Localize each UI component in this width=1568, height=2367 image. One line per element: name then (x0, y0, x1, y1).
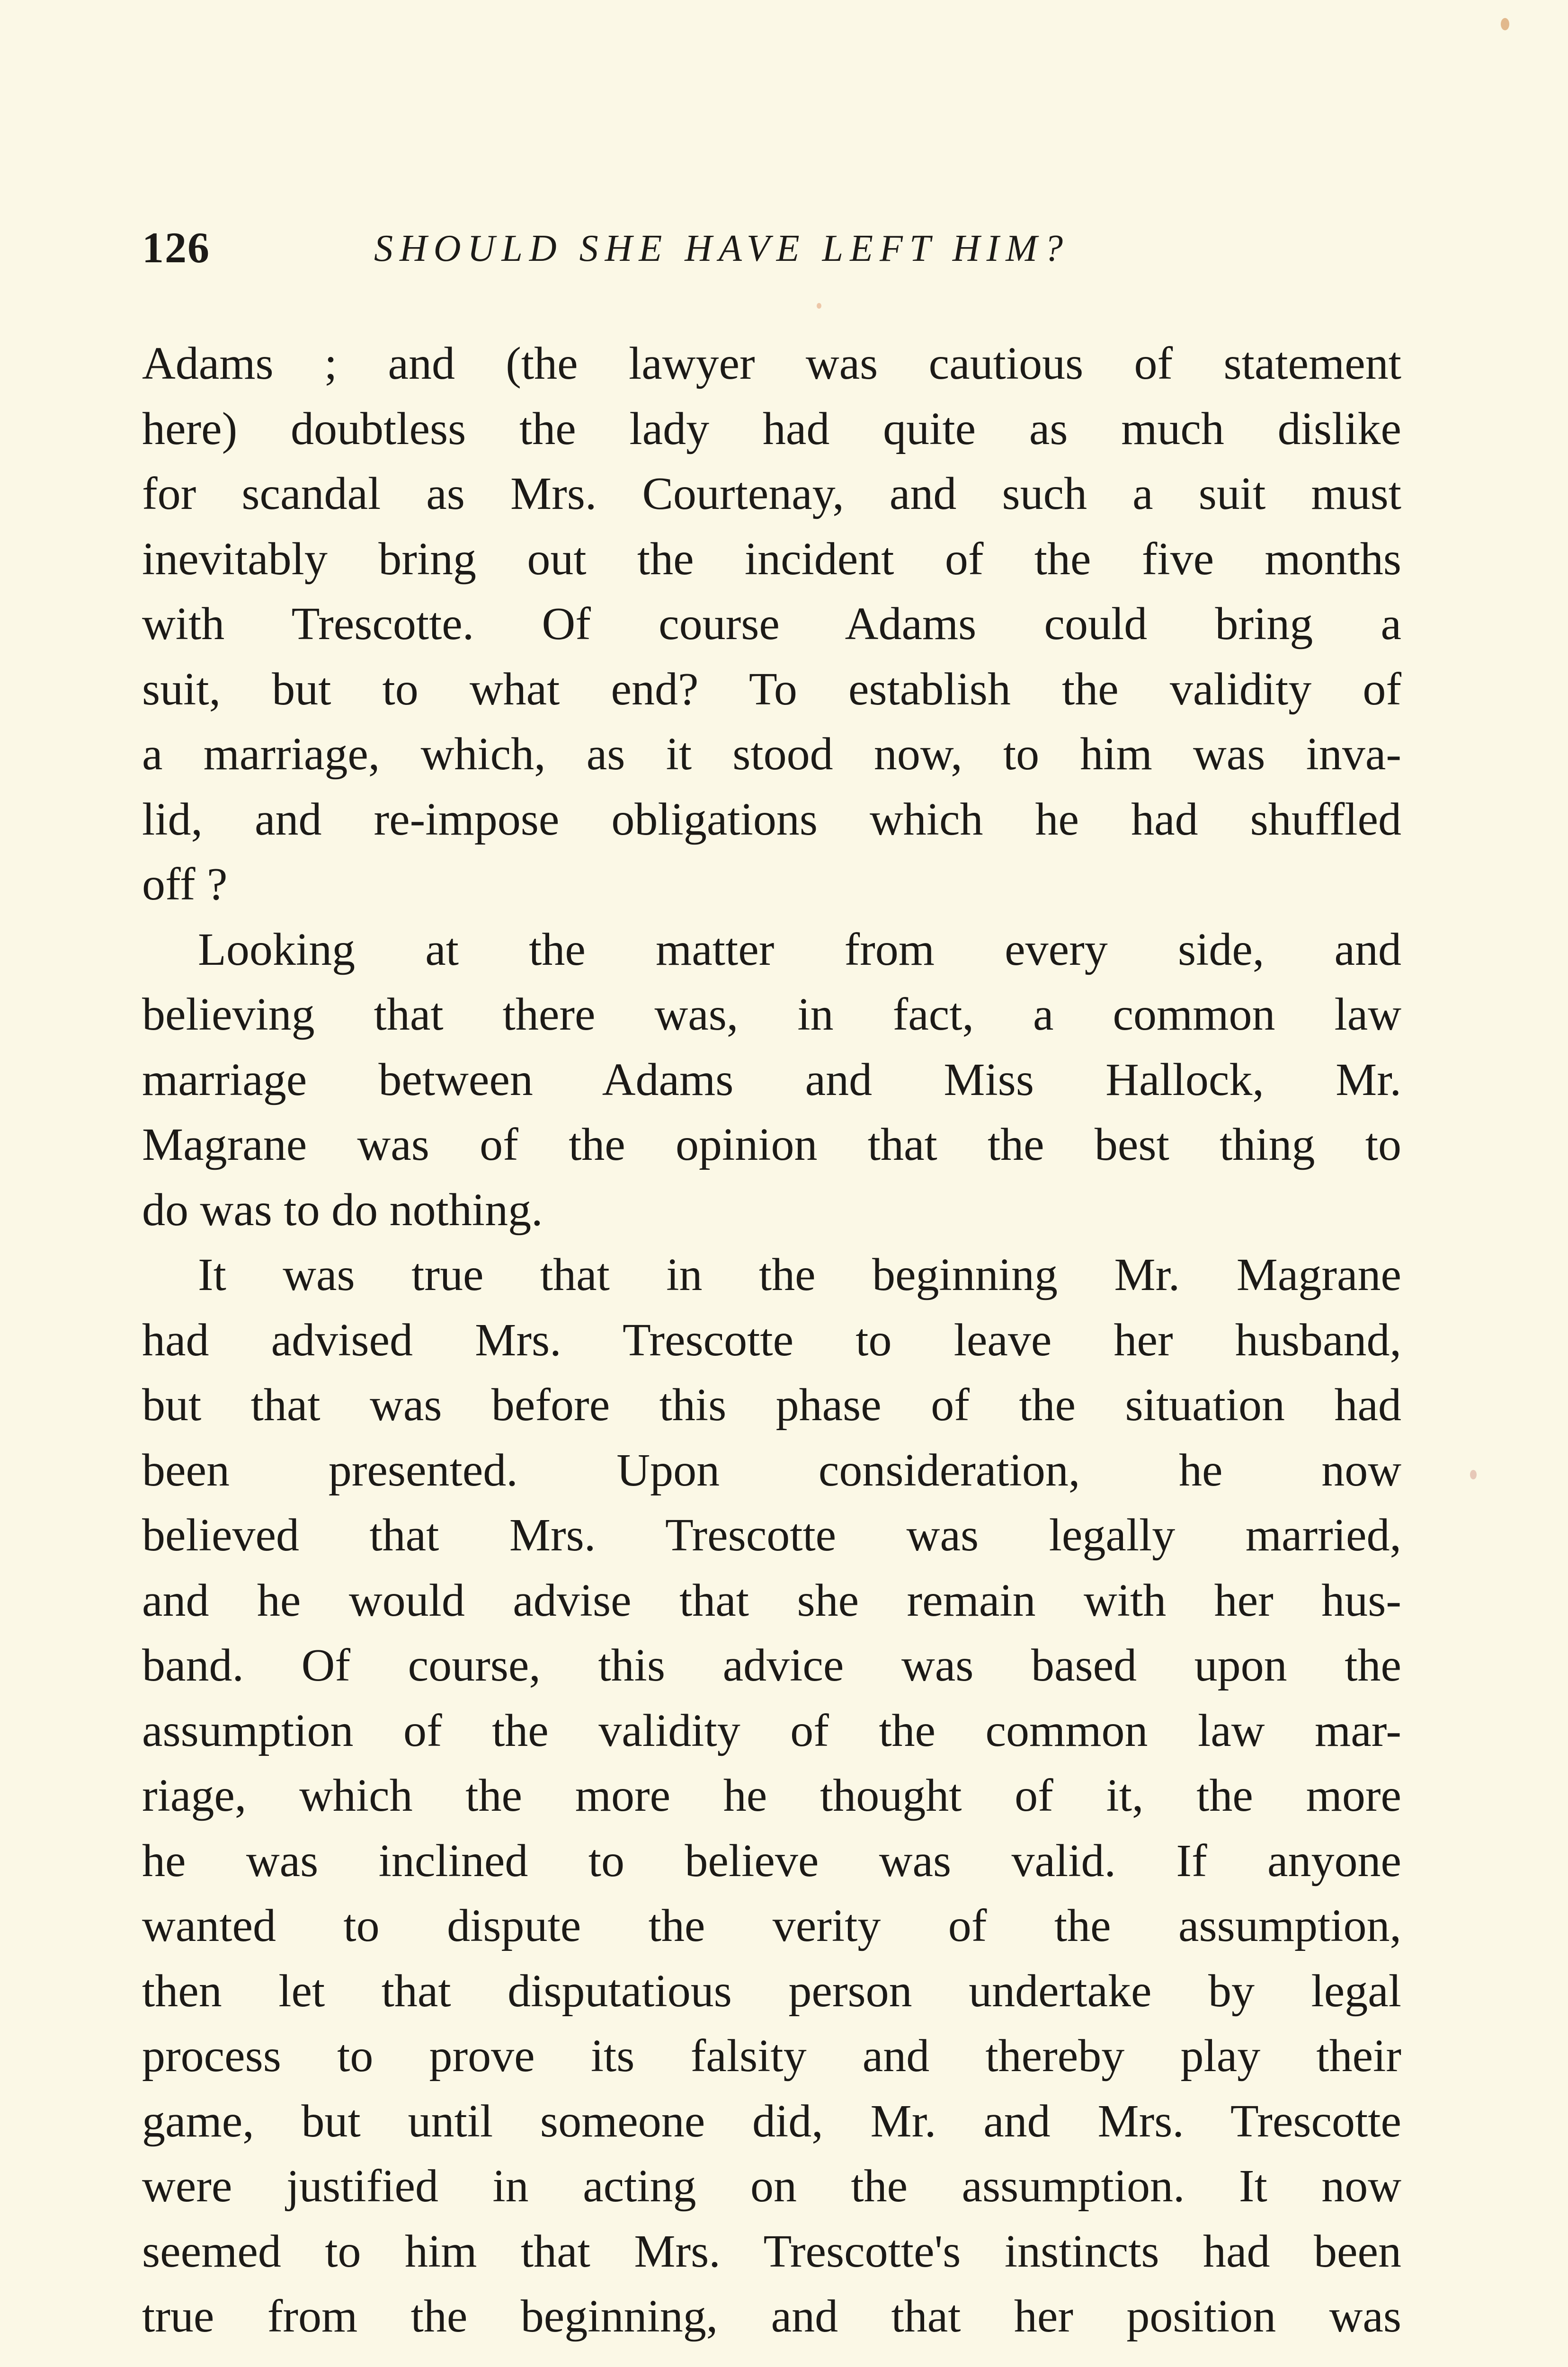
text-line: wanted to dispute the verity of the assumption, (142, 1900, 1401, 1951)
text-line: for scandal as Mrs. Courtenay, and such a suit must (142, 468, 1401, 519)
page-speck (1470, 1470, 1477, 1479)
text-line: and he would advise that she remain with her hus- (142, 1575, 1401, 1626)
text-line: a marriage, which, as it stood now, to him was inva- (142, 729, 1401, 780)
text-line: but that was before this phase of the situation had (142, 1379, 1401, 1431)
text-line: believed that Mrs. Trescotte was legally married, (142, 1510, 1401, 1561)
text-line: then let that disputatious person undertake by legal (142, 1965, 1401, 2017)
text-line: inevitably bring out the incident of the five months (142, 533, 1401, 585)
paragraph (142, 917, 1401, 1243)
paragraph (142, 331, 1401, 917)
text-line: he was inclined to believe was valid. If anyone (142, 1835, 1401, 1886)
page-speck (1501, 18, 1509, 30)
text-line: Magrane was of the opinion that the best thing to (142, 1119, 1401, 1170)
text-line: true from the beginning, and that her position was (142, 2291, 1401, 2342)
text-line: been presented. Upon consideration, he now (142, 1444, 1401, 1496)
text-line: riage, which the more he thought of it, the more (142, 1770, 1401, 1821)
text-line: process to prove its falsity and thereby play their (142, 2030, 1401, 2082)
text-line: seemed to him that Mrs. Trescotte's instincts had been (142, 2225, 1401, 2277)
text-line: lid, and re-impose obligations which he had shuffled (142, 793, 1401, 845)
text-line: with Trescotte. Of course Adams could bring a (142, 598, 1401, 650)
page-number: 126 (142, 223, 210, 272)
text-line: suit, but to what end? To establish the validity of (142, 663, 1401, 715)
text-line: Looking at the matter from every side, and (198, 924, 1401, 975)
text-line: band. Of course, this advice was based upon the (142, 1640, 1401, 1691)
page-speck (817, 303, 821, 309)
text-line: do was to do nothing. (142, 1184, 543, 1236)
running-head: SHOULD SHE HAVE LEFT HIM? (374, 228, 1069, 269)
text-line: It was true that in the beginning Mr. Magrane (198, 1249, 1401, 1300)
text-line: Adams ; and (the lawyer was cautious of statement (142, 338, 1401, 389)
text-line: were justified in acting on the assumption. It now (142, 2161, 1401, 2212)
text-line: believing that there was, in fact, a common law (142, 989, 1401, 1040)
text-line: had advised Mrs. Trescotte to leave her husband, (142, 1314, 1401, 1366)
paragraph (142, 1243, 1401, 2349)
body-text (142, 331, 1401, 2349)
page-header (142, 222, 1401, 289)
text-line: marriage between Adams and Miss Hallock, Mr. (142, 1054, 1401, 1105)
text-line: game, but until someone did, Mr. and Mrs. Trescotte (142, 2095, 1401, 2147)
text-line: off ? (142, 859, 228, 910)
text-line: here) doubtless the lady had quite as much dislike (142, 403, 1401, 454)
text-line: assumption of the validity of the common law mar- (142, 1705, 1401, 1756)
